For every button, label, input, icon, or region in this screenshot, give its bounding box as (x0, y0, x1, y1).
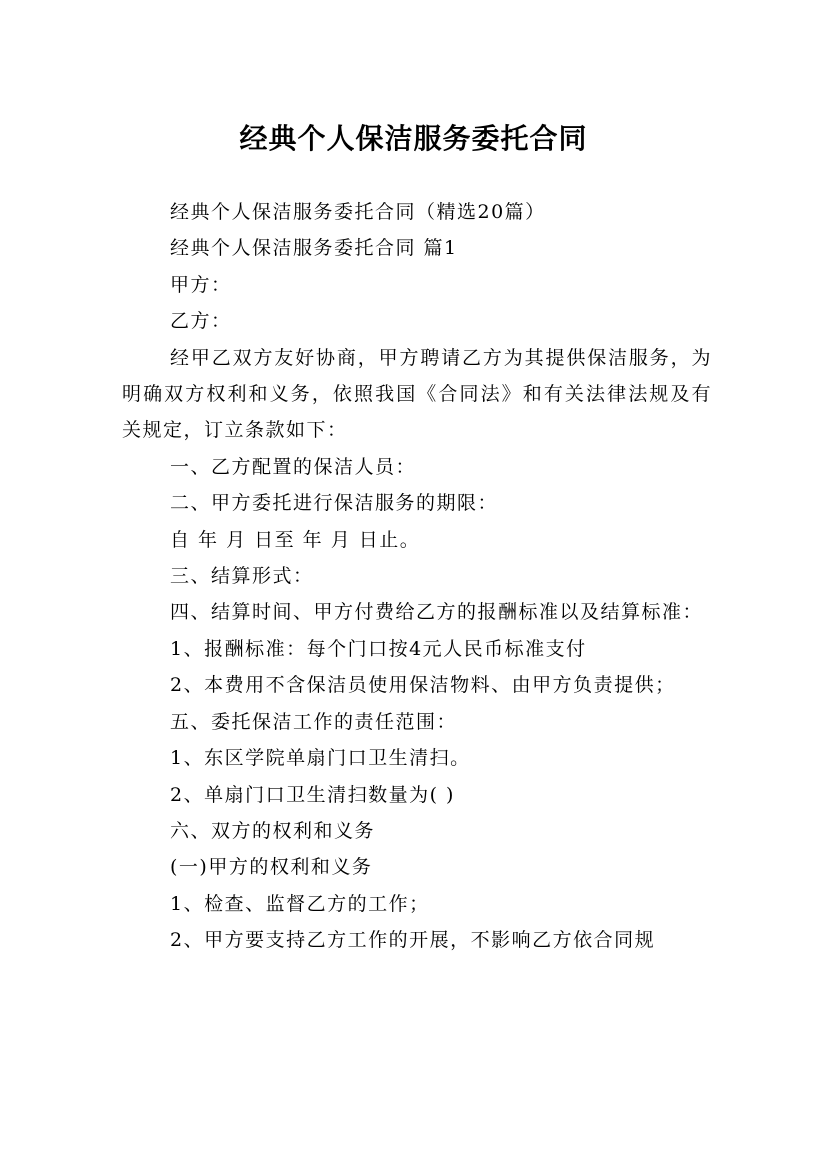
paragraph-preamble: 经甲乙双方友好协商，甲方聘请乙方为其提供保洁服务，为明确双方权利和义务，依照我国《合同法》和有关法律法规及有关规定，订立条款如下： (122, 346, 712, 442)
paragraph-clause-4-item-1: 1、报酬标准：每个门口按4元人民币标准支付 (170, 637, 587, 660)
paragraph-clause-4: 四、结算时间、甲方付费给乙方的报酬标准以及结算标准： (170, 601, 704, 624)
paragraph-clause-6: 六、双方的权利和义务 (170, 819, 376, 842)
paragraph-clause-2: 二、甲方委托进行保洁服务的期限： (170, 492, 499, 515)
paragraph-party-a: 甲方： (170, 273, 232, 296)
paragraph-clause-5: 五、委托保洁工作的责任范围： (170, 710, 458, 733)
paragraph-subtitle: 经典个人保洁服务委托合同（精选20篇） (170, 201, 546, 223)
paragraph-party-b: 乙方： (170, 310, 232, 333)
paragraph-clause-4-item-2: 2、本费用不含保洁员使用保洁物料、由甲方负责提供； (170, 674, 676, 697)
paragraph-clause-3: 三、结算形式： (170, 565, 314, 588)
paragraph-clause-5-item-1: 1、东区学院单扇门口卫生清扫。 (170, 747, 471, 770)
paragraph-section-heading: 经典个人保洁服务委托合同 篇1 (170, 237, 458, 260)
paragraph-clause-6-sub-1: (一)甲方的权利和义务 (170, 856, 373, 879)
paragraph-clause-6-sub-1-item-2: 2、甲方要支持乙方工作的开展，不影响乙方依合同规 (170, 929, 656, 952)
document-title: 经典个人保洁服务委托合同 (239, 121, 588, 155)
paragraph-clause-5-item-2: 2、单扇门口卫生清扫数量为( ) (170, 783, 455, 806)
paragraph-term-dates: 自 年 月 日至 年 月 日止。 (170, 528, 421, 551)
paragraph-clause-6-sub-1-item-1: 1、检查、监督乙方的工作； (170, 892, 430, 915)
paragraph-clause-1: 一、乙方配置的保洁人员： (170, 455, 417, 478)
document-body (122, 194, 712, 959)
